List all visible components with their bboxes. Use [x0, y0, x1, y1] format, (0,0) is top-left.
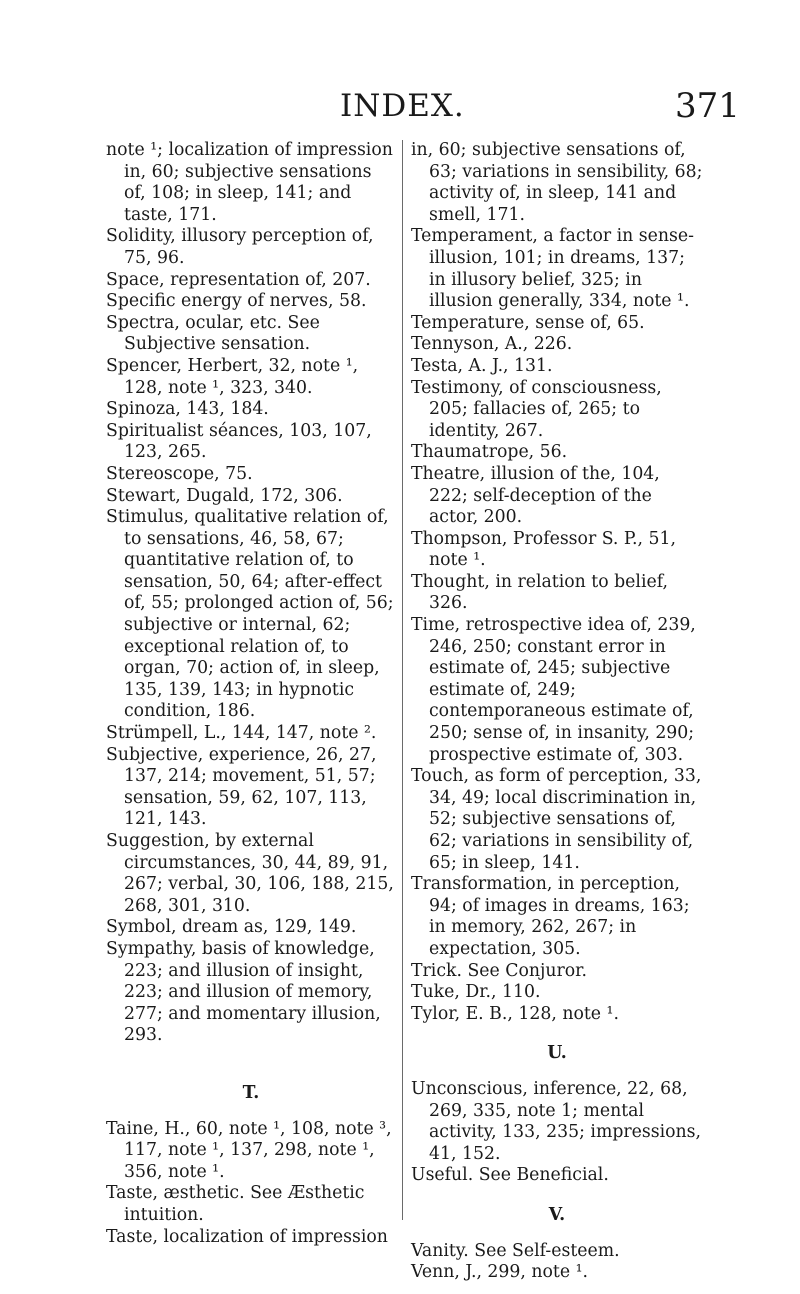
- index-entry: Testa, A. J., 131.: [411, 355, 553, 376]
- column-divider: [402, 140, 403, 1220]
- index-entry: Trick. See Conjuror.: [411, 960, 588, 981]
- index-entry: Taine, H., 60, note ¹, 108, note ³, 117, note ¹, 137, 298, note ¹, 356, note ¹.: [106, 1118, 392, 1182]
- index-entry: Unconscious, inference, 22, 68, 269, 335, note 1; mental activity, 133, 235; impressions, 41, 152.: [411, 1078, 702, 1164]
- page-header: [0, 88, 800, 128]
- index-entry: Transformation, in perception, 94; of images in dreams, 163; in memory, 262, 267; in expectation, 305.: [411, 874, 690, 959]
- index-entry: Temperament, a factor in sense-illusion, 101; in dreams, 137; in illusory belief, 325; in illusion generally, 334, note ¹.: [411, 226, 694, 312]
- index-entry: Spencer, Herbert, 32, note ¹, 128, note ¹, 323, 340.: [106, 355, 359, 398]
- index-entry: Tylor, E. B., 128, note ¹.: [411, 1003, 619, 1024]
- index-entry: Spiritualist séances, 103, 107, 123, 265.: [106, 420, 372, 463]
- index-entry: Temperature, sense of, 65.: [411, 312, 645, 333]
- section-letter-u: U.: [547, 1043, 567, 1064]
- index-entry: Spinoza, 143, 184.: [106, 399, 269, 420]
- index-entry: Sympathy, basis of knowledge, 223; and illusion of insight, 223; and illusion of memory, 277; and momentary illusion, 293.: [106, 938, 381, 1046]
- index-entry: Specific energy of nerves, 58.: [106, 291, 367, 312]
- index-entry: Time, retrospective idea of, 239, 246, 250; constant error in estimate of, 245; subjective estimate of, 249; contemporaneous estimate of, 250; sense of, in insanity, 290; prospective estimate of, 303.: [411, 615, 696, 765]
- index-entry: Tennyson, A., 226.: [411, 334, 573, 355]
- index-entry: Tuke, Dr., 110.: [411, 982, 541, 1003]
- index-entry: Touch, as form of perception, 33, 34, 49; local discrimination in, 52; subjective sensations of, 62; variations in sensibility of, 65; in sleep, 141.: [411, 766, 702, 873]
- index-entry: Stewart, Dugald, 172, 306.: [106, 485, 343, 506]
- index-entry: Subjective, experience, 26, 27, 137, 214; movement, 51, 57; sensation, 59, 62, 107, 113, 121, 143.: [106, 744, 377, 830]
- index-entry: Symbol, dream as, 129, 149.: [106, 917, 357, 938]
- index-entry: Vanity. See Self-esteem.: [411, 1240, 620, 1261]
- index-entry: Useful. See Beneficial.: [411, 1165, 609, 1186]
- index-entry: Suggestion, by external circumstances, 30, 44, 89, 91, 267; verbal, 30, 106, 188, 215, 268, 301, 310.: [106, 831, 394, 916]
- index-entry: Strümpell, L., 144, 147, note ².: [106, 723, 377, 744]
- index-entry: Thought, in relation to belief, 326.: [411, 571, 668, 614]
- page-number: 371: [675, 86, 740, 126]
- index-entry: Thaumatrope, 56.: [411, 442, 568, 463]
- index-entry: note ¹; localization of impression in, 60; subjective sensations of, 108; in sleep, 141; and taste, 171.: [106, 140, 393, 225]
- index-entry: Testimony, of consciousness, 205; fallacies of, 265; to identity, 267.: [411, 377, 662, 441]
- index-entry: Stimulus, qualitative relation of, to sensations, 46, 58, 67; quantitative relation of, to sensation, 50, 64; after-effect of, 55; prolonged action of, 56; subjective or internal, 62; exceptional relation of, to organ, 70; action of, in sleep, 135, 139, 143; in hypnotic condition, 186.: [106, 507, 394, 722]
- running-title: INDEX.: [340, 88, 465, 124]
- left-column: [106, 140, 396, 1248]
- index-entry: in, 60; subjective sensations of, 63; variations in sensibility, 68; activity of, in sleep, 141 and smell, 171.: [411, 140, 703, 225]
- index-entry: Spectra, ocular, etc. See Subjective sensation.: [106, 312, 320, 355]
- index-entry: Thompson, Professor S. P., 51, note ¹.: [411, 528, 677, 571]
- index-entry: Taste, localization of impression: [106, 1226, 388, 1247]
- section-letter-t: T.: [242, 1082, 260, 1103]
- index-entry: Solidity, illusory perception of, 75, 96.: [106, 226, 374, 268]
- index-entry: Venn, J., 299, note ¹.: [411, 1262, 589, 1283]
- right-column: [411, 140, 703, 1284]
- index-entry: Stereoscope, 75.: [106, 463, 253, 484]
- index-entry: Theatre, illusion of the, 104, 222; self-deception of the actor, 200.: [411, 463, 660, 528]
- index-entry: Taste, æsthetic. See Æsthetic intuition.: [106, 1183, 365, 1225]
- section-letter-v: V.: [548, 1204, 566, 1225]
- index-entry: Space, representation of, 207.: [106, 269, 371, 290]
